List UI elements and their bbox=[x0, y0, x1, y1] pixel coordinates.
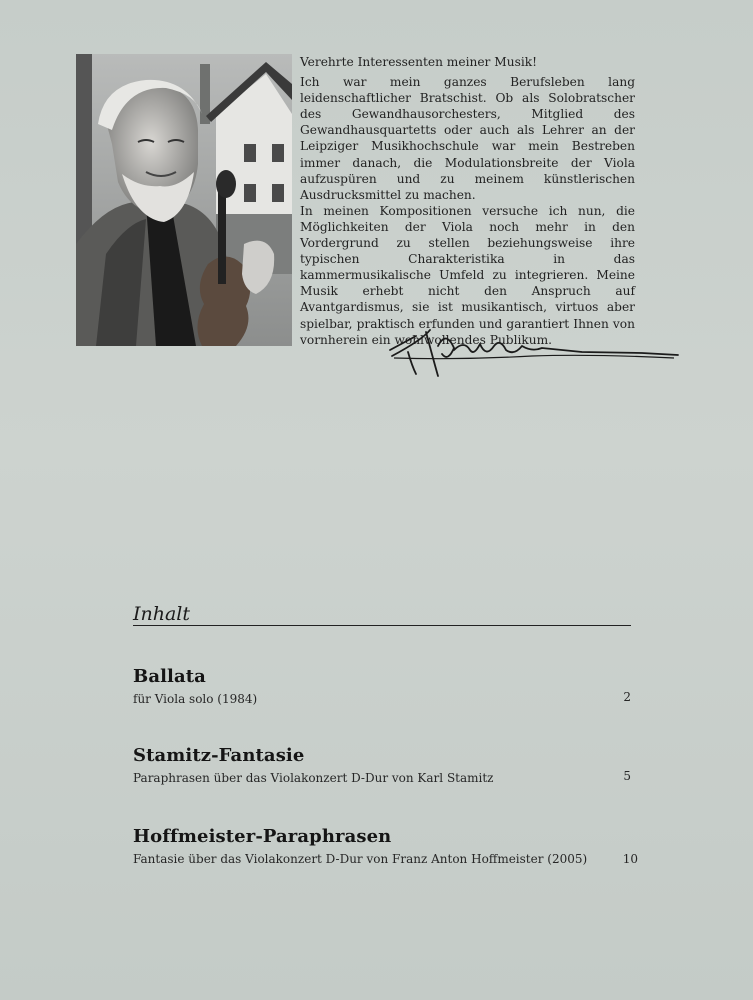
toc-entry bbox=[133, 745, 638, 785]
handwritten-signature bbox=[382, 322, 682, 384]
entry-page-number: 10 bbox=[622, 852, 638, 866]
title-underline bbox=[133, 625, 631, 626]
entry-title: Stamitz-Fantasie bbox=[133, 745, 305, 766]
entry-subtitle: für Viola solo (1984) bbox=[133, 692, 258, 706]
letter-paragraph-1: Ich war mein ganzes Berufsleben lang leidenschaftlicher Bratschist. Ob als Solobratscher des Gewandhausorchesters, Mitglied des Gewandhausquartetts oder auch als Lehrer an der Leipziger Musikhochschule war mein Bestreben immer danach, die Modulationsbreite der Viola aufzuspüren und zu meinem künstlerischen Ausdrucksmittel zu machen. bbox=[300, 75, 635, 202]
entry-subtitle: Fantasie über das Violakonzert D-Dur von Franz Anton Hoffmeister (2005) bbox=[133, 852, 588, 866]
portrait-illustration bbox=[76, 54, 292, 346]
entry-title: Hoffmeister-Paraphrasen bbox=[133, 826, 392, 847]
author-portrait-photo bbox=[76, 54, 292, 346]
entry-title: Ballata bbox=[133, 666, 206, 687]
letter-paragraph-2: In meinen Kompositionen versuche ich nun, die Möglichkeiten der Viola noch mehr in den Vordergrund zu stellen beziehungsweise ihre typischen Charakteristika in das kammermusikalische Umfeld zu integrieren. Meine Musik erhebt nicht den Anspruch auf Avantgardismus, sie ist musikantisch, virtuos aber spielbar, praktisch erfunden und garantiert Ihnen von vornherein ein wohlwollendes Publikum. bbox=[300, 203, 635, 347]
toc-entry bbox=[133, 826, 638, 866]
entry-page-number: 2 bbox=[623, 690, 631, 704]
entry-page-number: 5 bbox=[623, 769, 631, 783]
entry-subtitle: Paraphrasen über das Violakonzert D-Dur von Karl Stamitz bbox=[133, 771, 494, 785]
introduction-letter bbox=[300, 54, 635, 348]
toc-entry bbox=[133, 666, 638, 706]
letter-greeting: Verehrte Interessenten meiner Musik! bbox=[300, 55, 538, 69]
table-of-contents-title: Inhalt bbox=[133, 603, 191, 625]
